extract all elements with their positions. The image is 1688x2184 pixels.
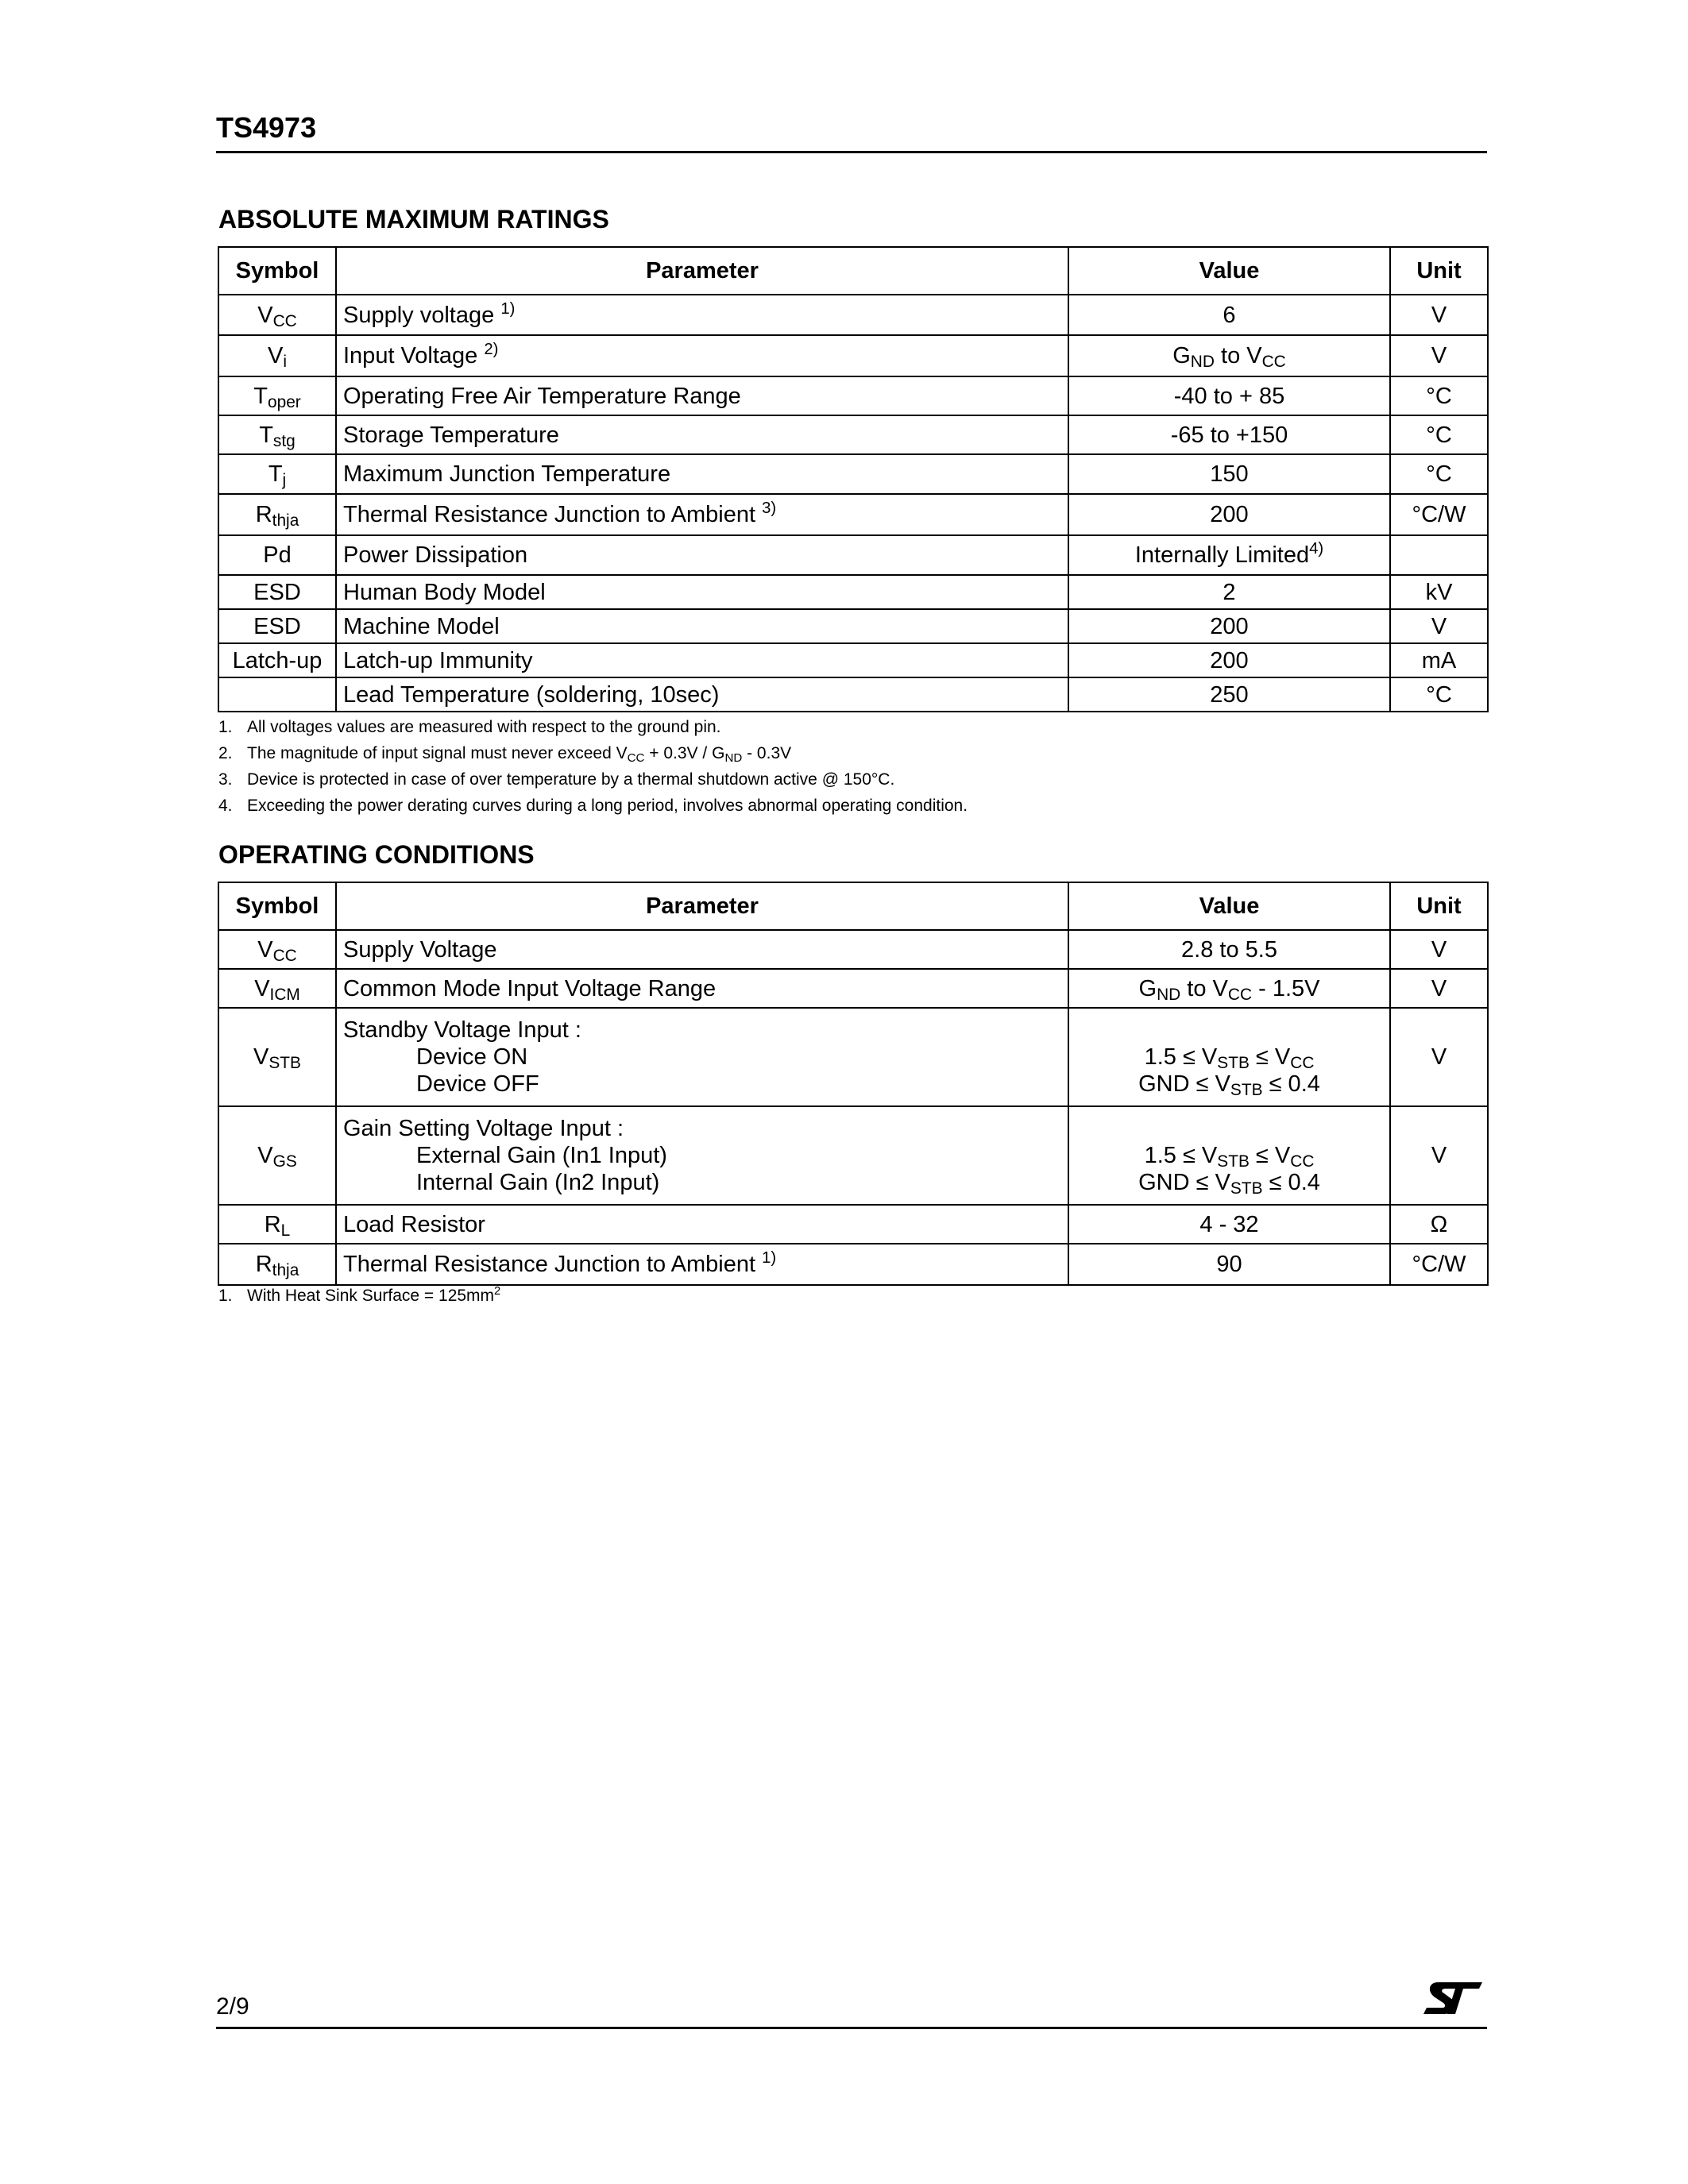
unit-cell: Ω (1390, 1205, 1488, 1244)
table-row (218, 575, 1488, 609)
value-cell: $G_{ND}$ to $V_{CC}$ (1068, 335, 1390, 376)
parameter-cell: Input Voltage $^{2)}$ (336, 335, 1068, 376)
symbol-cell: Pd (218, 535, 336, 575)
value-cell: 4 - 32 (1068, 1205, 1390, 1244)
unit-cell: V (1390, 930, 1488, 969)
column-header-symbol: Symbol (218, 247, 336, 295)
symbol-cell: ESD (218, 609, 336, 643)
parameter-cell: Lead Temperature (soldering, 10sec) (336, 677, 1068, 712)
table-row (218, 1244, 1488, 1285)
parameter-cell: Power Dissipation (336, 535, 1068, 575)
table-row (218, 494, 1488, 535)
parameter-cell: Storage Temperature (336, 415, 1068, 454)
unit-cell: °C/W (1390, 494, 1488, 535)
symbol-cell: $V_{CC}$ (218, 930, 336, 969)
column-header-unit: Unit (1390, 247, 1488, 295)
value-cell: 90 (1068, 1244, 1390, 1285)
parameter-cell: Thermal Resistance Junction to Ambient $^{1)}$ (336, 1244, 1068, 1285)
symbol-cell: $V_i$ (218, 335, 336, 376)
table-row (218, 1205, 1488, 1244)
footnote: 2. The magnitude of input signal must never exceed $V_{CC} + 0.3V / G_{ND} - 0.3V$ (218, 744, 792, 765)
symbol-cell: $R_L$ (218, 1205, 336, 1244)
table-row (218, 1008, 1488, 1106)
table-row (218, 295, 1488, 335)
table-row (218, 930, 1488, 969)
footnote: 1. With Heat Sink Surface = $125mm^2$ (218, 1284, 501, 1305)
parameter-cell: Standby Voltage Input : Device ON Device OFF (336, 1008, 1068, 1106)
parameter-cell: Gain Setting Voltage Input : External Gain (In1 Input) Internal Gain (In2 Input) (336, 1106, 1068, 1205)
footnote: 1. All voltages values are measured with respect to the ground pin. (218, 718, 721, 736)
footer-divider (216, 2027, 1487, 2029)
document-title: TS4973 (216, 111, 317, 144)
value-cell: $G_{ND}$ to $V_{CC} - 1.5V$ (1068, 969, 1390, 1008)
symbol-cell: $R_{thja}$ (218, 1244, 336, 1285)
symbol-cell: $V_{STB}$ (218, 1008, 336, 1106)
symbol-cell: $V_{GS}$ (218, 1106, 336, 1205)
unit-cell: °C (1390, 677, 1488, 712)
unit-cell (1390, 535, 1488, 575)
oc-table (218, 882, 1489, 1286)
value-cell: 200 (1068, 609, 1390, 643)
parameter-cell: Load Resistor (336, 1205, 1068, 1244)
value-cell: $1.5 \le V_{STB} \le V_{CC}$ GND ≤ $V_{STB} \le 0.4$ (1068, 1008, 1390, 1106)
unit-cell: °C/W (1390, 1244, 1488, 1285)
table-row (218, 969, 1488, 1008)
column-header-parameter: Parameter (336, 882, 1068, 930)
unit-cell: °C (1390, 454, 1488, 494)
value-cell: 200 (1068, 494, 1390, 535)
amr-table (218, 246, 1489, 712)
value-cell: -65 to +150 (1068, 415, 1390, 454)
unit-cell: V (1390, 295, 1488, 335)
symbol-cell: $V_{CC}$ (218, 295, 336, 335)
footnote: 4. Exceeding the power derating curves during a long period, involves abnormal operating condition. (218, 797, 968, 815)
value-cell: Internally Limited$^{4)}$ (1068, 535, 1390, 575)
symbol-cell: ESD (218, 575, 336, 609)
footnote: 3. Device is protected in case of over temperature by a thermal shutdown active @ 150°C. (218, 770, 895, 789)
table-row (218, 335, 1488, 376)
unit-cell: °C (1390, 376, 1488, 415)
table-row (218, 677, 1488, 712)
symbol-cell: $T_j$ (218, 454, 336, 494)
parameter-cell: Supply voltage $^{1)}$ (336, 295, 1068, 335)
symbol-cell (218, 677, 336, 712)
unit-cell: mA (1390, 643, 1488, 677)
value-cell: 2.8 to 5.5 (1068, 930, 1390, 969)
unit-cell: V (1390, 335, 1488, 376)
parameter-cell: Operating Free Air Temperature Range (336, 376, 1068, 415)
symbol-cell: $R_{thja}$ (218, 494, 336, 535)
parameter-cell: Maximum Junction Temperature (336, 454, 1068, 494)
unit-cell: V (1390, 609, 1488, 643)
table-row (218, 376, 1488, 415)
symbol-cell: $T_{stg}$ (218, 415, 336, 454)
amr-footnotes (218, 714, 968, 819)
value-cell: 200 (1068, 643, 1390, 677)
page-number: 2/9 (216, 1993, 249, 2020)
table-row (218, 454, 1488, 494)
unit-cell: °C (1390, 415, 1488, 454)
column-header-value: Value (1068, 247, 1390, 295)
table-row (218, 643, 1488, 677)
amr-section-title: ABSOLUTE MAXIMUM RATINGS (218, 205, 609, 233)
parameter-cell: Machine Model (336, 609, 1068, 643)
unit-cell: kV (1390, 575, 1488, 609)
oc-footnotes (218, 1283, 500, 1309)
parameter-cell: Human Body Model (336, 575, 1068, 609)
column-header-unit: Unit (1390, 882, 1488, 930)
value-cell: -40 to + 85 (1068, 376, 1390, 415)
parameter-cell: Supply Voltage (336, 930, 1068, 969)
parameter-cell: Latch-up Immunity (336, 643, 1068, 677)
table-row (218, 1106, 1488, 1205)
value-cell: 150 (1068, 454, 1390, 494)
parameter-cell: Common Mode Input Voltage Range (336, 969, 1068, 1008)
value-cell: 2 (1068, 575, 1390, 609)
value-cell: $1.5 \le V_{STB} \le V_{CC}$ GND ≤ $V_{STB} \le 0.4$ (1068, 1106, 1390, 1205)
table-row (218, 535, 1488, 575)
symbol-cell: Latch-up (218, 643, 336, 677)
unit-cell: V (1390, 1106, 1488, 1205)
symbol-cell: $V_{ICM}$ (218, 969, 336, 1008)
parameter-cell: Thermal Resistance Junction to Ambient $^{3)}$ (336, 494, 1068, 535)
symbol-cell: $T_{oper}$ (218, 376, 336, 415)
table-row (218, 415, 1488, 454)
table-header-row (218, 882, 1488, 930)
column-header-symbol: Symbol (218, 882, 336, 930)
value-cell: 250 (1068, 677, 1390, 712)
table-row (218, 609, 1488, 643)
table-header-row (218, 247, 1488, 295)
unit-cell: V (1390, 1008, 1488, 1106)
header-divider (216, 151, 1487, 153)
column-header-value: Value (1068, 882, 1390, 930)
column-header-parameter: Parameter (336, 247, 1068, 295)
value-cell: 6 (1068, 295, 1390, 335)
oc-section-title: OPERATING CONDITIONS (218, 840, 535, 869)
unit-cell: V (1390, 969, 1488, 1008)
st-logo-icon (1422, 1979, 1485, 2017)
